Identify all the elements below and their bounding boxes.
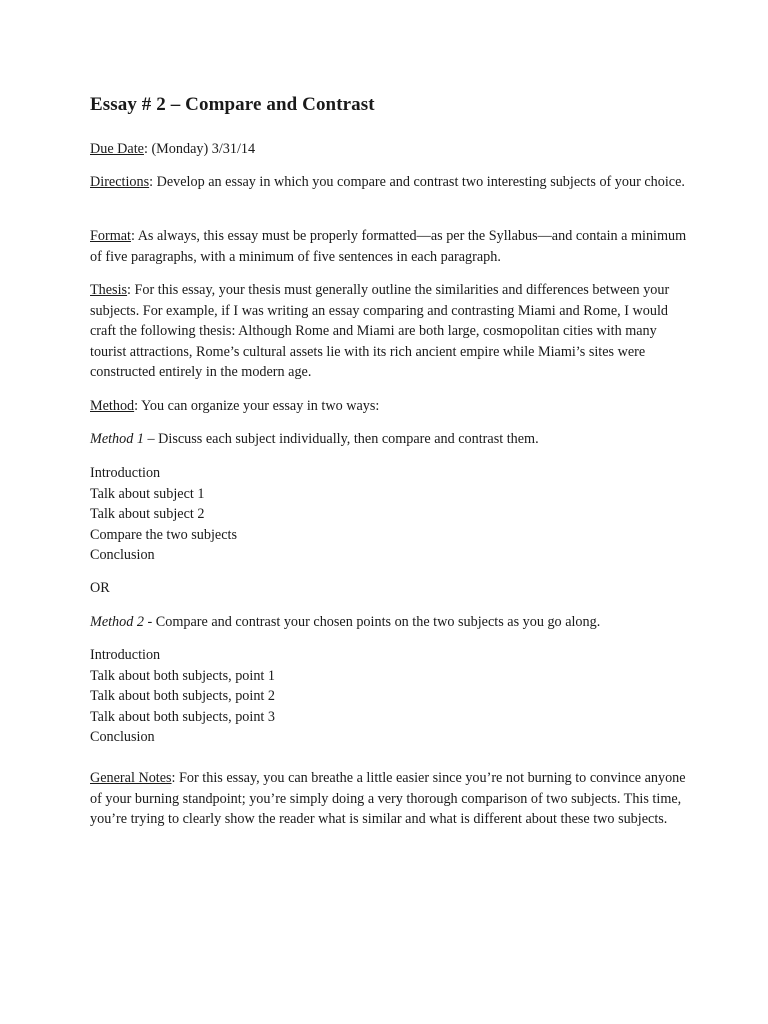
page-title: Essay # 2 – Compare and Contrast	[90, 94, 375, 115]
list-item: Conclusion	[90, 547, 155, 564]
directions-label: Directions	[90, 174, 150, 190]
method-text: : You can organize your essay in two ways:	[134, 398, 380, 414]
general-notes-label: General Notes	[90, 770, 172, 786]
format-label: Format	[90, 228, 131, 244]
method-1-paragraph	[90, 429, 690, 450]
due-date-label: Due Date	[90, 141, 144, 157]
method-1-label: Method 1	[90, 431, 144, 447]
method-1-text: – Discuss each subject individually, then compare and contrast them.	[143, 431, 539, 447]
due-date-text: : (Monday) 3/31/14	[143, 141, 256, 157]
method-2-steps	[90, 645, 690, 748]
list-item: Introduction	[90, 465, 161, 481]
method-label: Method	[90, 398, 135, 414]
list-item: Talk about subject 1	[90, 485, 205, 502]
directions-paragraph	[90, 172, 690, 193]
method-2-paragraph	[90, 612, 690, 633]
list-item: Talk about both subjects, point 3	[90, 708, 275, 725]
format-paragraph	[90, 226, 690, 267]
list-item: Talk about subject 2	[90, 506, 205, 523]
general-notes-paragraph	[90, 768, 690, 830]
list-item: Conclusion	[90, 729, 155, 746]
method-2-label: Method 2	[90, 614, 144, 630]
due-date-paragraph	[90, 139, 690, 160]
or-text: OR	[90, 580, 110, 596]
method-2-text: - Compare and contrast your chosen points on the two subjects as you go along.	[143, 614, 601, 630]
general-notes-text: : For this essay, you can breathe a little easier since you’re not burning to convince anyone of your burning standpoint; you’re simply doing a very thorough comparison of two subjects. This time, you’re trying to clearly show the reader what is similar and what is different about these two subjects.	[90, 770, 686, 828]
method-paragraph	[90, 396, 690, 417]
list-item: Introduction	[90, 647, 161, 663]
thesis-text: : For this essay, your thesis must generally outline the similarities and differences between your subjects. For example, if I was writing an essay comparing and contrasting Miami and Rome, I would craft the following thesis: Although Rome and Miami are both large, cosmopolitan cities with many tourist attractions, Rome’s cultural assets lie with its rich ancient empire while Miami’s sites were constructed entirely in the modern age.	[90, 282, 670, 381]
thesis-label: Thesis	[90, 282, 128, 298]
list-item: Talk about both subjects, point 2	[90, 688, 275, 705]
directions-text: : Develop an essay in which you compare and contrast two interesting subjects of your choice.	[149, 174, 685, 190]
format-text: : As always, this essay must be properly formatted—as per the Syllabus—and contain a minimum of five paragraphs, with a minimum of five sentences in each paragraph.	[90, 228, 687, 265]
method-1-steps	[90, 463, 690, 566]
list-item: Compare the two subjects	[90, 526, 237, 543]
list-item: Talk about both subjects, point 1	[90, 667, 275, 684]
thesis-paragraph	[90, 280, 690, 383]
